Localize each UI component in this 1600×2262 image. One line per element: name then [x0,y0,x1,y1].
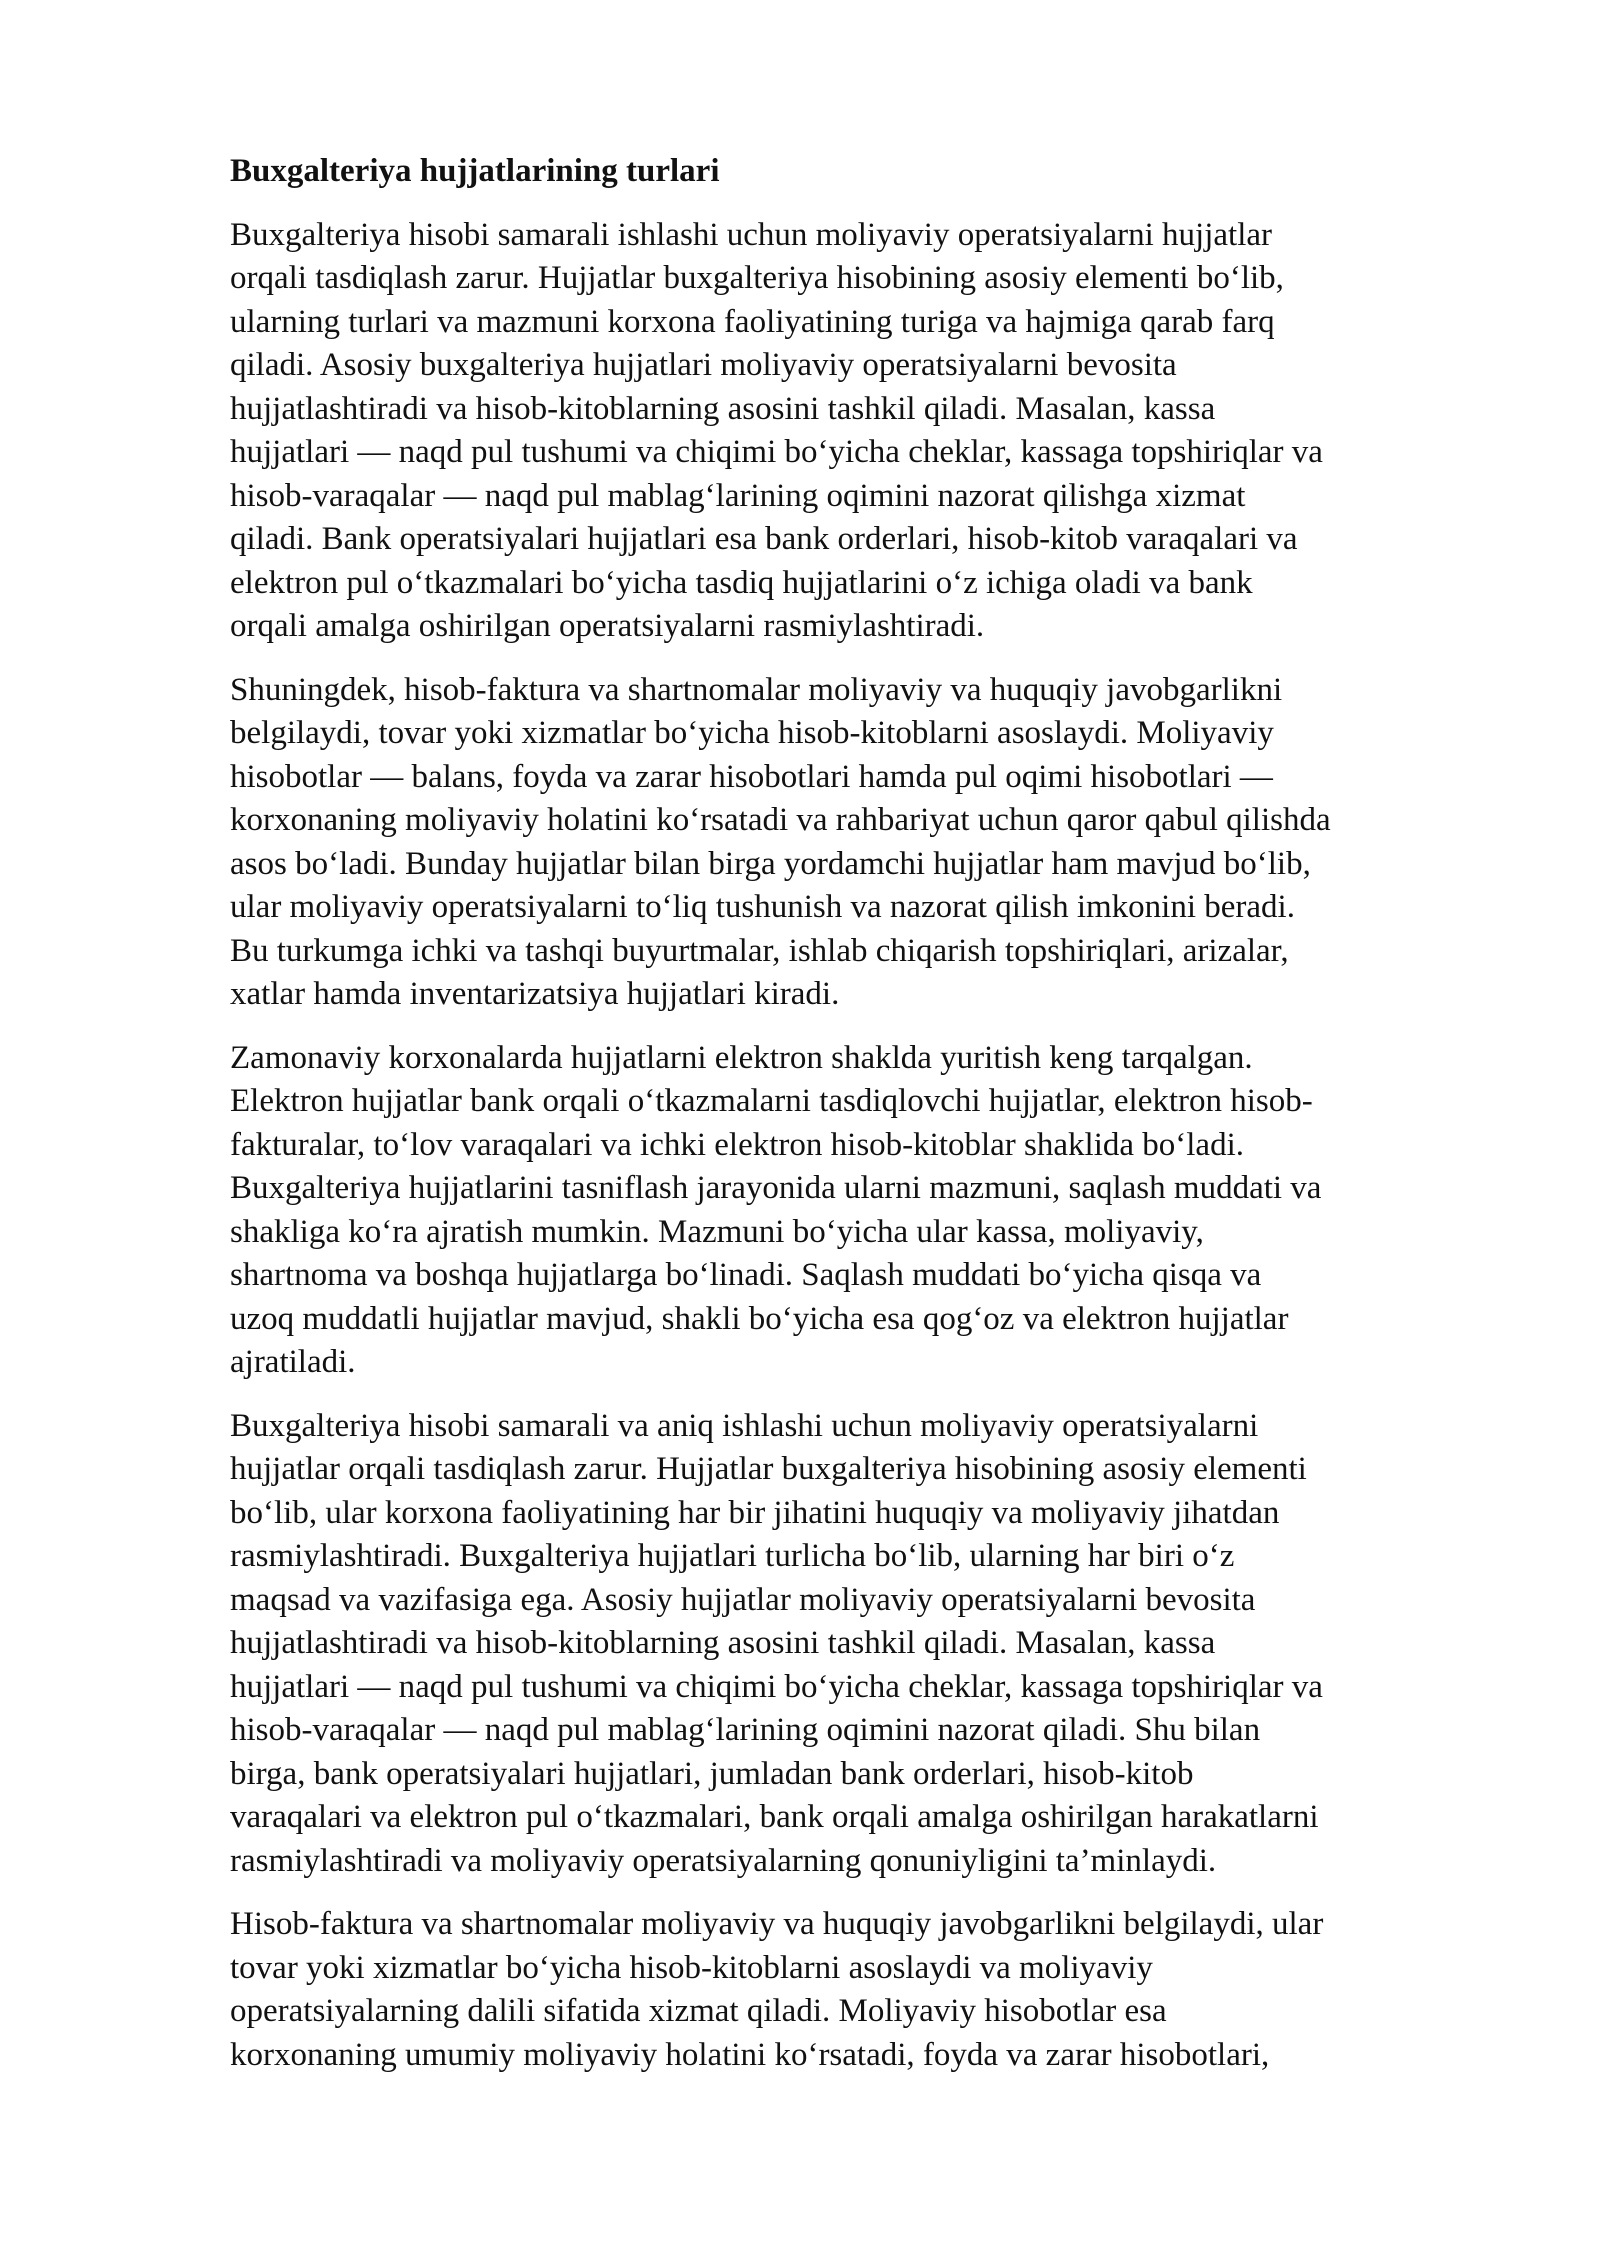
paragraph [230,214,1490,649]
text-line: tovar yoki xizmatlar bo‘yicha hisob-kitoblarni asoslaydi va moliyaviy [230,1949,1153,1986]
text-line: Bu turkumga ichki va tashqi buyurtmalar, ishlab chiqarish topshiriqlari, arizalar, [230,932,1289,969]
document-title: Buxgalteriya hujjatlarining turlari [230,153,720,189]
text-line: fakturalar, to‘lov varaqalari va ichki elektron hisob-kitoblar shaklida bo‘ladi. [230,1126,1244,1163]
text-line: Zamonaviy korxonalarda hujjatlarni elektron shaklda yuritish keng tarqalgan. [230,1039,1253,1076]
text-line: Elektron hujjatlar bank orqali o‘tkazmalarni tasdiqlovchi hujjatlar, elektron hisob- [230,1083,1313,1119]
text-line: Shuningdek, hisob-faktura va shartnomalar moliyaviy va huquqiy javobgarlikni [230,671,1283,708]
text-line: belgilaydi, tovar yoki xizmatlar bo‘yicha hisob-kitoblarni asoslaydi. Moliyaviy [230,715,1274,751]
paragraph [230,1037,1490,1385]
document-page [230,150,1490,2097]
text-line: birga, bank operatsiyalari hujjatlari, jumladan bank orderlari, hisob-kitob [230,1755,1194,1792]
text-line: Buxgalteriya hisobi samarali ishlashi uchun moliyaviy operatsiyalarni hujjatlar [230,216,1272,253]
text-line: hujjatlari — naqd pul tushumi va chiqimi bo‘yicha cheklar, kassaga topshiriqlar va [230,1668,1323,1705]
text-line: hujjatlashtiradi va hisob-kitoblarning asosini tashkil qiladi. Masalan, kassa [230,1625,1216,1661]
text-line: elektron pul o‘tkazmalari bo‘yicha tasdiq hujjatlarini o‘z ichiga oladi va bank [230,564,1253,601]
text-line: rasmiylashtiradi. Buxgalteriya hujjatlari turlicha bo‘lib, ularning har biri o‘z [230,1538,1235,1574]
text-line: hujjatlar orqali tasdiqlash zarur. Hujjatlar buxgalteriya hisobining asosiy elementi [230,1451,1307,1487]
text-line: Buxgalteriya hisobi samarali va aniq ishlashi uchun moliyaviy operatsiyalarni [230,1407,1259,1444]
text-line: varaqalari va elektron pul o‘tkazmalari, bank orqali amalga oshirilgan harakatlarni [230,1799,1319,1835]
paragraph [230,1903,1490,2077]
paragraph [230,1405,1490,1884]
document-body [230,214,1490,2078]
text-line: hisob-varaqalar — naqd pul mablag‘larining oqimini nazorat qilishga xizmat [230,477,1246,514]
text-line: korxonaning umumiy moliyaviy holatini ko‘rsatadi, foyda va zarar hisobotlari, [230,2036,1270,2073]
text-line: shartnoma va boshqa hujjatlarga bo‘linadi. Saqlash muddati bo‘yicha qisqa va [230,1257,1262,1293]
text-line: operatsiyalarning dalili sifatida xizmat qiladi. Moliyaviy hisobotlar esa [230,1993,1167,2029]
text-line: Buxgalteriya hujjatlarini tasniflash jarayonida ularni mazmuni, saqlash muddati va [230,1170,1322,1206]
text-line: qiladi. Bank operatsiyalari hujjatlari esa bank orderlari, hisob-kitob varaqalari va [230,521,1298,557]
text-line: korxonaning moliyaviy holatini ko‘rsatadi va rahbariyat uchun qaror qabul qilishda [230,802,1331,838]
text-line: hujjatlari — naqd pul tushumi va chiqimi bo‘yicha cheklar, kassaga topshiriqlar va [230,434,1323,470]
text-line: xatlar hamda inventarizatsiya hujjatlari kiradi. [230,976,840,1012]
text-line: Hisob-faktura va shartnomalar moliyaviy va huquqiy javobgarlikni belgilaydi, ular [230,1906,1324,1942]
text-line: orqali tasdiqlash zarur. Hujjatlar buxgalteriya hisobining asosiy elementi bo‘lib, [230,260,1284,296]
text-line: asos bo‘ladi. Bunday hujjatlar bilan birga yordamchi hujjatlar ham mavjud bo‘lib, [230,845,1311,882]
text-line: ajratiladi. [230,1344,356,1380]
text-line: hisobotlar — balans, foyda va zarar hisobotlari hamda pul oqimi hisobotlari — [230,758,1273,795]
text-line: uzoq muddatli hujjatlar mavjud, shakli bo‘yicha esa qog‘oz va elektron hujjatlar [230,1300,1289,1337]
text-line: hujjatlashtiradi va hisob-kitoblarning asosini tashkil qiladi. Masalan, kassa [230,390,1216,427]
text-line: orqali amalga oshirilgan operatsiyalarni rasmiylashtiradi. [230,608,985,644]
text-line: hisob-varaqalar — naqd pul mablag‘larining oqimini nazorat qiladi. Shu bilan [230,1712,1261,1748]
text-line: rasmiylashtiradi va moliyaviy operatsiyalarning qonuniyligini ta’minlaydi. [230,1842,1217,1879]
text-line: shakliga ko‘ra ajratish mumkin. Mazmuni bo‘yicha ular kassa, moliyaviy, [230,1213,1204,1250]
text-line: ularning turlari va mazmuni korxona faoliyatining turiga va hajmiga qarab farq [230,303,1275,340]
text-line: bo‘lib, ular korxona faoliyatining har bir jihatini huquqiy va moliyaviy jihatdan [230,1494,1280,1531]
text-line: maqsad va vazifasiga ega. Asosiy hujjatlar moliyaviy operatsiyalarni bevosita [230,1581,1256,1618]
paragraph [230,669,1490,1017]
text-line: ular moliyaviy operatsiyalarni to‘liq tushunish va nazorat qilish imkonini beradi. [230,889,1295,925]
text-line: qiladi. Asosiy buxgalteriya hujjatlari moliyaviy operatsiyalarni bevosita [230,347,1177,383]
